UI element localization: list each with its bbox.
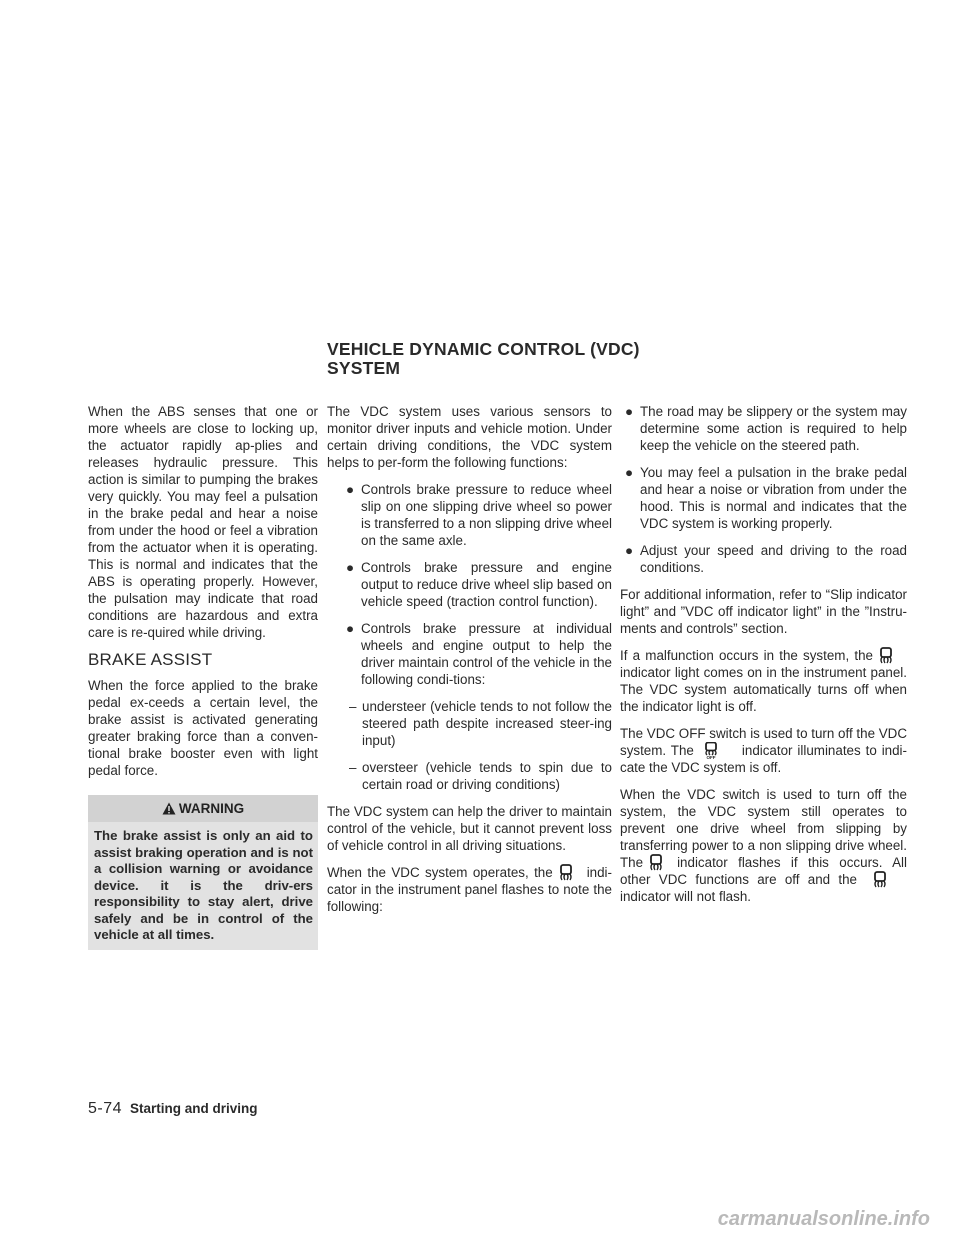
condition-item — [327, 759, 612, 793]
malfunction-paragraph — [620, 647, 907, 715]
section-title — [327, 340, 657, 378]
indication-text: You may feel a pulsation in the brake pedal and hear a noise or vibration from under the hood. This is normal and indicates that the VDC system is working properly. — [640, 465, 907, 531]
operates-text-after: indi-cator in the instrument panel flashes to note the following: — [327, 865, 612, 914]
left-column — [88, 403, 318, 950]
off-switch-text-before: The VDC OFF switch is used to turn off the VDC system. The — [620, 726, 908, 758]
page-footer — [88, 1099, 258, 1119]
chapter-title: Starting and driving — [130, 1101, 258, 1116]
slip-indicator-icon — [877, 647, 895, 664]
indication-item — [620, 464, 907, 532]
when-off-text-before: When the VDC switch is used to turn off the system, the VDC system still operates to prevent one drive wheel from slipping by transferring power to a non slipping drive wheel. The — [620, 787, 907, 870]
vdc-off-indicator-icon — [702, 742, 720, 759]
bullet-icon: ● — [625, 465, 634, 480]
bullet-icon: ● — [625, 543, 634, 558]
malfunction-text-before: If a malfunction occurs in the system, the — [620, 648, 873, 663]
condition-text: understeer (vehicle tends to not follow the steered path despite increased steer-ing input) — [362, 699, 612, 748]
middle-column — [327, 403, 612, 925]
bullet-icon: ● — [346, 621, 355, 636]
vdc-off-operation-paragraph — [620, 786, 907, 905]
operates-text-before: When the VDC system operates, the — [327, 865, 553, 880]
indication-text: The road may be slippery or the system may determine some action is required to help keep the vehicle on the steered path. — [640, 404, 907, 453]
indication-text: Adjust your speed and driving to the road conditions. — [640, 543, 907, 575]
maintain-paragraph: The VDC system can help the driver to maintain control of the vehicle, but it cannot prevent loss of vehicle control in all driving situations. — [327, 804, 612, 853]
dash-icon: – — [349, 760, 357, 775]
function-text: Controls brake pressure and engine output to reduce drive wheel slip based on vehicle speed (traction control function). — [361, 560, 612, 609]
slip-indicator-icon — [557, 864, 575, 881]
function-item — [337, 620, 612, 688]
brake-assist-heading: BRAKE ASSIST — [88, 650, 213, 669]
slip-indicator-icon — [647, 854, 665, 871]
vdc-off-icon-label: OFF — [706, 755, 716, 759]
warning-icon — [162, 802, 176, 815]
slip-indicator-icon — [871, 871, 889, 888]
function-item — [337, 559, 612, 610]
off-switch-paragraph — [620, 725, 907, 776]
section-title-line1: VEHICLE DYNAMIC CONTROL (VDC) — [327, 339, 640, 359]
bullet-icon: ● — [625, 404, 634, 419]
indication-item — [620, 403, 907, 454]
operates-paragraph — [327, 864, 612, 915]
function-text: Controls brake pressure at individual wheels and engine output to help the driver maintain control of the vehicle in the following condi-tions: — [361, 621, 612, 687]
page-number: 5-74 — [88, 1100, 123, 1117]
brake-assist-paragraph: When the force applied to the brake pedal ex-ceeds a certain level, the brake assist is activated generating greater braking force than a conven-tional brake booster even with light pedal force. — [88, 678, 318, 778]
bullet-icon: ● — [346, 482, 355, 497]
vdc-intro: The VDC system uses various sensors to monitor driver inputs and vehicle motion. Under certain driving conditions, the VDC system helps to per-form the following functions: — [327, 404, 612, 470]
malfunction-text-after: indicator light comes on in the instrument panel. The VDC system automatically turns off when the indicator light is off. — [620, 665, 907, 714]
warning-label: WARNING — [178, 801, 245, 816]
bullet-icon: ● — [346, 560, 355, 575]
abs-paragraph: When the ABS senses that one or more wheels are close to locking up, the actuator rapidly ap-plies and releases hydraulic pressure. This action is similar to pumping the brakes very quickly. You may feel a pulsation in the brake pedal and hear a noise from under the hood or feel a vibration from the actuator when it is operating. This is normal and indicates that the ABS is operating properly. However, the pulsation may indicate that road conditions are hazardous and extra care is re-quired while driving. — [88, 404, 318, 640]
function-item — [337, 481, 612, 549]
function-text: Controls brake pressure to reduce wheel slip on one slipping drive wheel so power is transferred to a non slipping drive wheel on the same axle. — [361, 482, 612, 548]
watermark: carmanualsonline.info — [717, 1208, 930, 1230]
warning-header — [88, 795, 318, 822]
additional-info: For additional information, refer to “Slip indicator light” and ”VDC off indicator light” in the ”Instru-ments and controls” section. — [620, 587, 907, 636]
warning-box — [88, 795, 318, 950]
condition-item — [327, 698, 612, 749]
condition-text: oversteer (vehicle tends to spin due to certain road or driving conditions) — [362, 760, 612, 792]
when-off-text-middle: indicator flashes if this occurs. All other VDC functions are off and the — [620, 855, 907, 887]
warning-text: The brake assist is only an aid to assist braking operation and is not a collision warning or avoidance device. it is the driv-ers responsibility to stay alert, drive safely and be in control of the vehicle at all times. — [88, 822, 318, 950]
when-off-text-after: indicator will not flash. — [620, 889, 751, 904]
dash-icon: – — [349, 699, 357, 714]
off-switch-text-after: indicator illuminates to indi-cate the VDC system is off. — [620, 743, 907, 775]
indication-item — [620, 542, 907, 576]
section-title-line2: SYSTEM — [327, 358, 401, 378]
right-column — [620, 403, 907, 915]
